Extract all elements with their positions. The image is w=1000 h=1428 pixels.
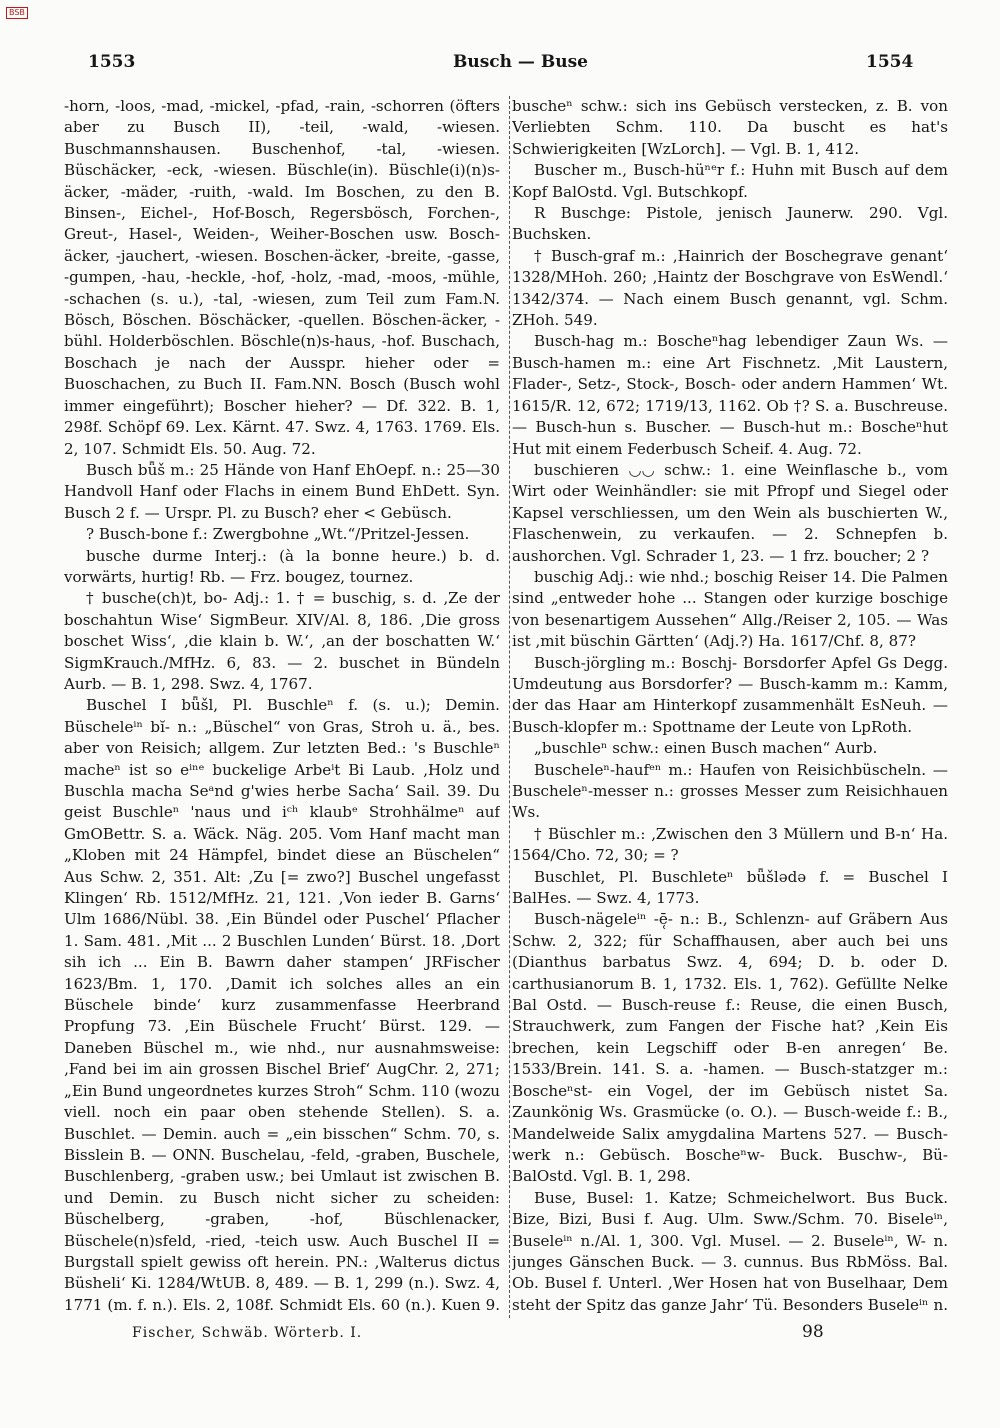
column-divider [509, 96, 510, 1318]
dictionary-entry: Buscheleⁿ-haufᵉⁿ m.: Haufen von Reisichbüscheln. — Buscheleⁿ-messer n.: grosses Messer zum Reisichhauen Ws. [512, 760, 948, 822]
page-number-right: 1554 [866, 52, 914, 72]
dictionary-entry: buscheⁿ schw.: sich ins Gebüsch verstecken, z. B. von Verliebten Schm. 110. Da buscht es hat's Schwierigkeiten [WzLorch]. — Vgl. B. 1, 412. [512, 97, 948, 158]
dictionary-entry: Buse, Busel: 1. Katze; Schmeichelwort. Bus Buck. Bize, Bizi, Busi f. Aug. Ulm. Sww./Schm. 70. Biseleⁱⁿ, Buseleⁱⁿ n./Al. 1, 300. Vgl. Musel. — 2. Buseleⁱⁿ, W- n. junges Gänschen Buck. — 3. cunnus. Bus RbMöss. Bal. Ob. Busel f. Unterl. ‚Wer Hosen hat von Buselhaar, Dem steht der Spitz das ganze Jahr‘ Tü. Besonders Buseleⁱⁿ n. [512, 1188, 948, 1314]
running-title: Busch — Buse [453, 52, 588, 72]
dictionary-entry: Buschel I bǖšl, Pl. Buschleⁿ f. (s. u.); Demin. Büscheleⁱⁿ bĭ- n.: „Büschel“ von Gras, Stroh u. ä., bes. aber von Reisich; allgem. Zur letzten Bed.: 's Buschleⁿ macheⁿ ist so eⁱⁿᵉ buckelige Arbeⁱt Bi Laub. ‚Holz und Buschla macha Seᵃnd g'wies herbe Sacha‘ Sail. 39. Du geist Buschleⁿ 'naus und iᶜʰ klaubᵉ Strohhälmeⁿ auf GmOBettr. S. a. Wäck. Näg. 205. Vom Hanf macht man „Kloben mit 24 Hämpfel, bindet diese an Büschelen“ Aus Schw. 2, 351. Alt: ‚Zu [= zwo?] Buschel ungefasst Klingen‘ Rb. 1512/MfHz. 21, 121. ‚Von ieder B. Garns‘ Ulm 1686/Nübl. 38. ‚Ein Bündel oder Puschel‘ Pflacher 1. Sam. 481. ‚Mit ... 2 Buschlen Lunden‘ Bürst. 18. ‚Dort sih ich ... Ein B. Bawrn daher stampen‘ JRFischer 1623/Bm. 1, 170. ‚Damit ich solches alles an ein Büschele binde‘ kurz zusammenfasse Heerbrand Propfung 73. ‚Ein Büschele Frucht‘ Bürst. 129. — Daneben Büschel m., wie nhd., nur ausnahmsweise: ‚Fand bei im ain grossen Bischel Brief‘ AugChr. 2, 271; „Ein Bund ungeordnetes kurzes Stroh“ Schm. 110 (wozu viell. noch ein paar oben stehende Stellen). S. a. Buschlet. — Demin. auch = „ein bisschen“ Schm. 70, s. Bisslein B. — ONN. Buschelau, -feld, -graben, Buschele, Buschlenberg, -graben usw.; bei Umlaut ist zwischen B. und Demin. zu Busch nicht sicher zu scheiden: Büschelberg, -graben, -hof, Büschlenacker, Büschele(n)sfeld, -ried, -teich usw. Auch Buschel II = Burgstall spielt gewiss oft herein. PN.: ‚Walterus dictus Büsheli‘ Ki. 1284/WtUB. 8, 489. — B. 1, 299 (n.). Swz. 4, 1771 (m. f. n.). Els. 2, 108f. Schmidt Els. 60 (n.). Kuen 9. [64, 696, 500, 1314]
library-stamp: BSB [6, 7, 28, 19]
dictionary-entry: † Büschler m.: ‚Zwischen den 3 Müllern und B-n‘ Ha. 1564/Cho. 72, 30; = ? [512, 824, 948, 865]
dictionary-entry: Busch bǖš m.: 25 Hände von Hanf EhOepf. n.: 25—30 Handvoll Hanf oder Flachs in einem Bund EhDett. Syn. Busch 2 f. — Urspr. Pl. zu Busch? eher < Gebüsch. [64, 460, 500, 522]
footer-signature: Fischer, Schwäb. Wörterb. I. [132, 1325, 363, 1341]
dictionary-entry: busche durme Interj.: (à la bonne heure.) b. d. vorwärts, hurtig! Rb. — Frz. bougez, tournez. [64, 546, 500, 586]
dictionary-entry: ? Busch-bone f.: Zwergbohne „Wt.“/Pritzel-Jessen. [86, 525, 470, 544]
page-number-left: 1553 [88, 52, 136, 72]
dictionary-entry: buschig Adj.: wie nhd.; boschig Reiser 14. Die Palmen sind „entweder hohe ... Stangen oder kurzige boschige von besenartigem Aussehen“ Allg./Reiser 2, 105. — Was ist ‚mit büschin Gärtten‘ (Adj.?) Ha. 1617/Chf. 8, 87? [512, 567, 948, 651]
dictionary-entry: -horn, -loos, -mad, -mickel, -pfad, -rain, -schorren (öfters aber zu Busch II), -teil, -wald, -wiesen. Buschmannshausen. Buschenhof, -tal, -wiesen. Büschäcker, -eck, -wiesen. Büschle(in). Büschle(i)(n)s-äcker, -mäder, -ruith, -wald. Im Boschen, zu den B. Binsen-, Eichel-, Hof-Bosch, Regersbösch, Forchen-, Greut-, Hasel-, Weiden-, Weiher-Boschen usw. Bosch-äcker, -jauchert, -wiesen. Boschen-äcker, -breite, -gasse, -gumpen, -hau, -heckle, -hof, -holz, -mad, -moos, -mühle, -schachen (s. u.), -tal, -wiesen, zum Teil zum Fam.N. Bösch, Böschen. Böschäcker, -quellen. Böschen-äcker, -bühl. Holderböschlen. Böschle(n)s-haus, -hof. Buschach, Boschach je nach der Ausspr. hieher oder = Buoschachen, zu Buch II. Fam.NN. Bosch (Busch wohl immer eingeführt); Boscher hieher? — Df. 322. B. 1, 298f. Schöpf 69. Lex. Kärnt. 47. Swz. 4, 1763. 1769. Els. 2, 107. Schmidt Els. 50. Aug. 72. [64, 97, 500, 458]
dictionary-entry: „buschleⁿ schw.: einen Busch machen“ Aurb. [534, 739, 878, 758]
dictionary-entry: Buscher m., Busch-hüⁿᵉr f.: Huhn mit Busch auf dem Kopf BalOstd. Vgl. Butschkopf. [512, 161, 948, 201]
sheet-number: 98 [802, 1322, 824, 1342]
dictionary-entry: Busch-hag m.: Boscheⁿhag lebendiger Zaun Ws. — Busch-hamen m.: eine Art Fischnetz. ‚Mit Laustern, Flader-, Setz-, Stock-, Bosch- oder andern Hammen‘ Wt. 1615/R. 12, 672; 1719/13, 1162. Ob †? S. a. Buschreuse. — Busch-hun s. Buscher. — Busch-hut m.: Boscheⁿhut Hut mit einem Federbusch Scheif. 4. Aug. 72. [512, 332, 948, 458]
dictionary-entry: † busche(ch)t, bo- Adj.: 1. † = buschig, s. d. ‚Ze der boschahtun Wise‘ SigmBeur. XIV/Al. 8, 186. ‚Die gross boschet Wiss‘, ‚die klain b. W.‘, ‚an der boschatten W.‘ SigmKrauch./MfHz. 6, 83. — 2. buschet in Bündeln Aurb. — B. 1, 298. Swz. 4, 1767. [64, 589, 500, 693]
dictionary-entry: Buschlet, Pl. Buschleteⁿ bǖšlədə f. = Buschel I BalHes. — Swz. 4, 1773. [512, 867, 948, 908]
dictionary-entry: Busch-nägeleⁱⁿ -ē̜- n.: B., Schlenzn- auf Gräbern Aus Schw. 2, 322; für Schaffhausen, aber auch bei uns (Dianthus barbatus Swz. 4, 694; D. b. oder D. carthusianorum B. 1, 1732. Els. 1, 762). Gefüllte Nelke Bal Ostd. — Busch-reuse f.: Reuse, die einen Busch, Strauchwerk, zum Fangen der Fische hat? ‚Kein Eis brechen, kein Legschiff oder B-en anregen‘ Be. 1533/Brein. 141. S. a. -hamen. — Busch-statzger m.: Boscheⁿst- ein Vogel, der im Gebüsch nistet Sa. Zaunkönig Ws. Grasmücke (o. O.). — Busch-weide f.: B., Mandelweide Salix amygdalina Martens 527. — Busch-werk n.: Gebüsch. Boscheⁿw- Buck. Buschw-, Bü- BalOstd. Vgl. B. 1, 298. [512, 910, 948, 1186]
right-column [512, 96, 948, 1318]
dictionary-entry: R Buschge: Pistole, jenisch Jaunerw. 290. Vgl. Buchsken. [512, 204, 948, 244]
dictionary-entry: Busch-jörgling m.: Boschj- Borsdorfer Apfel Gs Degg. Umdeutung aus Borsdorfer? — Busch-kamm m.: Kamm, der das Haar am Hinterkopf zusammenhält EsNeuh. — Busch-klopfer m.: Spottname der Leute von LpRoth. [512, 653, 948, 736]
left-column [64, 96, 500, 1318]
dictionary-entry: † Busch-graf m.: ‚Hainrich der Boschegrave genant‘ 1328/MHoh. 260; ‚Haintz der Boschgrave von EsWendl.‘ 1342/374. — Nach einem Busch genannt, vgl. Schm. ZHoh. 549. [512, 246, 948, 330]
dictionary-entry: buschieren ◡◡ schw.: 1. eine Weinflasche b., vom Wirt oder Weinhändler: sie mit Pfropf und Siegel oder Kapsel verschliessen, um den Wein als buschierten W., Flaschenwein, zu verkaufen. — 2. Schnepfen b. aushorchen. Vgl. Schrader 1, 23. — 1 frz. boucher; 2 ? [512, 460, 948, 565]
